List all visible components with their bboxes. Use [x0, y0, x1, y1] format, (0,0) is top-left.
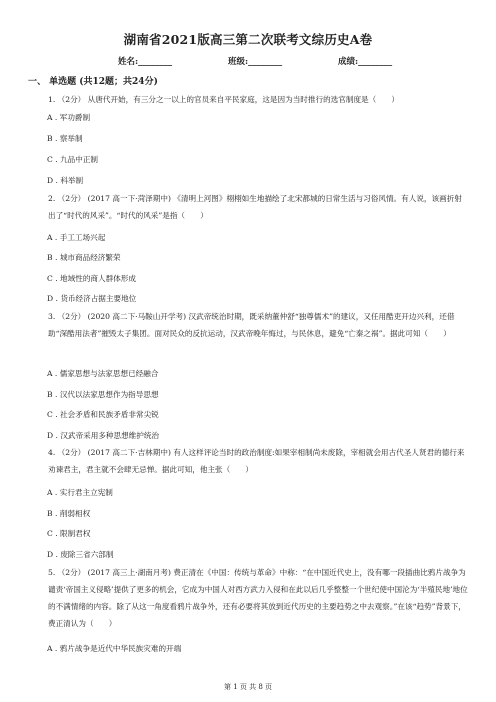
class-field-label: 班级:________	[228, 57, 283, 67]
question-stem: 4. （2分） (2017 高二下·吉林期中) 有人这样评论当时的政治制度:如果宰相制尚未废除，宰相就会用古代圣人贤君的德行来劝谏君主，君主就不会肆无忌惮。据此可知，他主张（ ）	[48, 448, 465, 474]
question-3	[28, 308, 468, 342]
option-c: C . 限制君权	[47, 529, 91, 538]
option-a: A . 手工工场兴起	[47, 233, 106, 242]
option-d: D . 货币经济占据主要地位	[47, 294, 137, 303]
page-footer: 第 1 页 共 8 页	[223, 683, 273, 691]
document-title: 湖南省2021版高三第二次联考文综历史A卷	[123, 32, 373, 47]
option-b: B . 察举制	[47, 134, 83, 143]
option-c: C . 九品中正制	[47, 155, 99, 164]
option-d: D . 汉武帝采用多种思想维护统治	[47, 431, 160, 440]
option-a: A . 儒家思想与法家思想已经融合	[47, 369, 159, 378]
option-a: A . 鸦片战争是近代中华民族灾难的开端	[47, 644, 182, 653]
option-c: C . 社会矛盾和民族矛盾非常尖锐	[47, 410, 159, 419]
name-field-label: 姓名:________	[118, 57, 173, 67]
option-c: C . 地域性的商人群体形成	[47, 274, 136, 283]
option-b: B . 汉代以法家思想作为指导思想	[47, 390, 159, 399]
question-1	[28, 91, 468, 108]
section-heading: 一、 单选题 (共12题；共24分)	[28, 77, 158, 87]
option-b: B . 削弱相权	[47, 509, 91, 518]
option-d: D . 科举制	[47, 176, 84, 185]
option-a: A . 实行君主立宪制	[47, 488, 113, 497]
question-stem: 1. （2分） 从唐代开始，有三分之一以上的官员来自平民家庭，这是因为当时推行的选官制度是（ ）	[48, 95, 400, 104]
question-4	[28, 444, 468, 478]
question-2	[28, 190, 468, 224]
score-field-label: 成绩:________	[338, 57, 393, 67]
question-stem: 5. （2分） (2017 高三上·湖南月考) 费正清在《中国：传统与革命》中称：“在中国近代史上，没有哪一段插曲比鸦片战争为谴责‘帝国主义侵略’提供了更多的机会，它成为中国人对西方武力入侵和在此以后几乎整整一个世纪使中国沦为‘半殖民地’地位的不满情绪的内容。除了从这一角度看鸦片战争外，还有必要将其放到近代历史的主要趋势之中去观察。”在该“趋势”背景下，费正清认为（ ）	[48, 568, 468, 628]
question-stem: 3. （2分） (2020 高二下·马鞍山开学考) 汉武帝统治时期，既采纳董仲舒“独尊儒术”的建议，又任用酷吏开边兴利，还借助“深酷用法者”摧毁太子集团。面对民众的反抗运动，汉武帝晚年悔过，与民休息，避免“亡秦之祸”。据此可知（ ）	[48, 312, 455, 338]
option-b: B . 城市商品经济繁荣	[47, 253, 121, 262]
question-5	[28, 564, 468, 632]
option-a: A . 军功爵制	[47, 113, 91, 122]
question-stem: 2. （2分） (2017 高一下·菏泽期中) 《清明上河图》栩栩如生地描绘了北宋都城的日常生活与习俗风情。有人说，该画折射出了“时代的风采”。“时代的风采”是指（ ）	[48, 194, 462, 220]
option-d: D . 废除三省六部制	[47, 550, 114, 559]
